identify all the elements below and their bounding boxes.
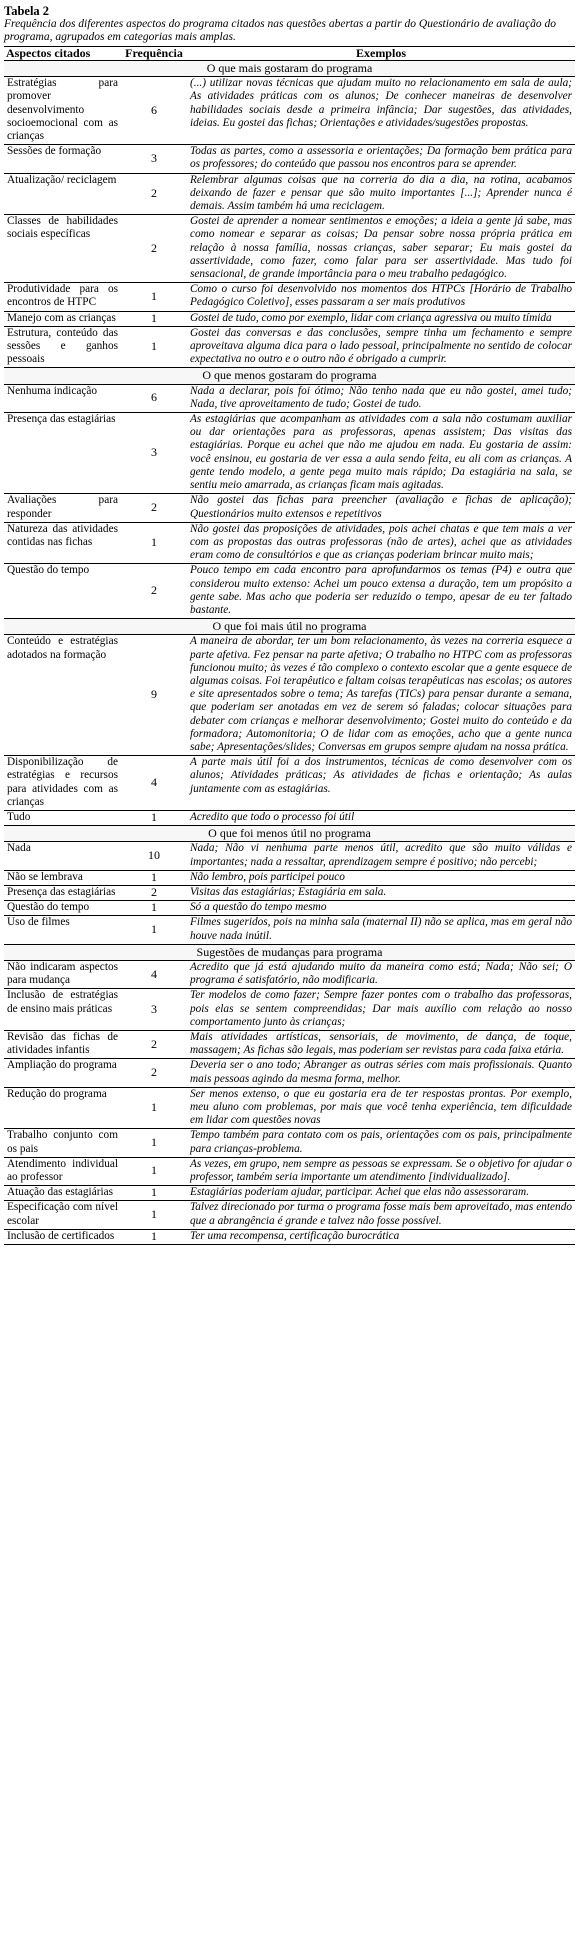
aspect-cell: Especificação com nível escolar [4, 1201, 121, 1229]
frequency-cell: 3 [121, 989, 187, 1031]
header-aspects: Aspectos citados [4, 47, 121, 61]
aspect-cell: Estratégias para promover desenvolvimento socioemocional com as crianças [4, 77, 121, 145]
frequency-cell: 10 [121, 842, 187, 870]
frequency-cell: 4 [121, 961, 187, 989]
table-row [4, 1201, 575, 1229]
header-frequency: Frequência [121, 47, 187, 61]
aspect-cell: Presença das estagiárias [4, 885, 121, 900]
frequency-cell: 1 [121, 870, 187, 885]
aspect-cell: Não se lembrava [4, 870, 121, 885]
aspect-cell: Questão do tempo [4, 564, 121, 619]
table-row [4, 916, 575, 944]
frequency-cell: 2 [121, 1031, 187, 1059]
aspect-cell: Uso de filmes [4, 916, 121, 944]
table-row [4, 1031, 575, 1059]
section-title: O que foi menos útil no programa [4, 826, 575, 842]
table-row [4, 989, 575, 1031]
aspect-cell: Inclusão de certificados [4, 1229, 121, 1244]
table-row [4, 1186, 575, 1201]
frequency-cell: 2 [121, 564, 187, 619]
table-row [4, 1157, 575, 1185]
frequency-cell: 1 [121, 1229, 187, 1244]
examples-cell: Não gostei das fichas para preencher (avaliação e fichas de aplicação); Questionários muito extensos e repetitivos [187, 494, 575, 522]
frequency-cell: 2 [121, 885, 187, 900]
frequency-cell: 2 [121, 1059, 187, 1087]
table-row [4, 1087, 575, 1129]
table-row [4, 215, 575, 283]
frequency-cell: 1 [121, 326, 187, 368]
examples-cell: Acredito que todo o processo foi útil [187, 810, 575, 825]
section-header-row [4, 944, 575, 960]
examples-cell: (...) utilizar novas técnicas que ajudam muito no relacionamento em sala de aula; As atividades práticas com os alunos; De conhecer maneiras de desenvolver habilidades sociais desde a primeira infância; Dar sugestões, das atividades, ideias. Eu gostei das fichas; Orientações e atividades/sugestões propostas. [187, 77, 575, 145]
examples-cell: Talvez direcionado por turma o programa fosse mais bem aproveitado, mas entendo que a abrangência é grande e talvez não fosse possível. [187, 1201, 575, 1229]
aspect-cell: Nada [4, 842, 121, 870]
aspect-cell: Atendimento individual ao professor [4, 1157, 121, 1185]
table-body [4, 61, 575, 1245]
table-row [4, 961, 575, 989]
aspect-cell: Trabalho conjunto com os pais [4, 1129, 121, 1157]
examples-cell: Não lembro, pois participei pouco [187, 870, 575, 885]
examples-cell: Deveria ser o ano todo; Abranger as outras séries com mais profissionais. Quanto mais pessoas agindo da mesma forma, melhor. [187, 1059, 575, 1087]
header-row [4, 47, 575, 61]
aspect-cell: Questão do tempo [4, 901, 121, 916]
frequency-cell: 6 [121, 77, 187, 145]
examples-cell: Acredito que já está ajudando muito da maneira como está; Nada; Não sei; O programa é satisfatório, não modificaria. [187, 961, 575, 989]
frequency-cell: 1 [121, 1087, 187, 1129]
table-row [4, 1059, 575, 1087]
examples-cell: Filmes sugeridos, pois na minha sala (maternal II) não se aplica, mas em geral não houve nada inútil. [187, 916, 575, 944]
aspect-cell: Disponibilização de estratégias e recursos para atividades com as crianças [4, 756, 121, 811]
table-row [4, 756, 575, 811]
aspect-cell: Presença das estagiárias [4, 413, 121, 494]
examples-cell: Só a questão do tempo mesmo [187, 901, 575, 916]
examples-cell: Como o curso foi desenvolvido nos momentos dos HTPCs [Horário de Trabalho Pedagógico Coletivo], esses passaram a ser mais produtivos [187, 283, 575, 311]
examples-cell: Não gostei das proposições de atividades, pois achei chatas e que tem mais a ver com as propostas das outras professoras (não de artes), achei que as atividades eram como de consultórios e que as crianças poderiam brincar muito mais; [187, 522, 575, 564]
examples-cell: A parte mais útil foi a dos instrumentos, técnicas de como desenvolver com os alunos; Atividades práticas; As atividades de fichas e orientação; As aulas juntamente com as estagiárias. [187, 756, 575, 811]
examples-cell: Ter uma recompensa, certificação burocrática [187, 1229, 575, 1244]
frequency-table [4, 46, 575, 1245]
table-row [4, 522, 575, 564]
frequency-cell: 2 [121, 494, 187, 522]
examples-cell: Pouco tempo em cada encontro para aprofundarmos os temas (P4) e outra que considerou muito extenso: Achei um pouco extensa a duração, tem um propósito a gente sabe. Mas acho que poderia ser reduzido o tempo, apesar de eu ter faltado bastante. [187, 564, 575, 619]
frequency-cell: 1 [121, 1201, 187, 1229]
section-title: O que foi mais útil no programa [4, 619, 575, 635]
table-row [4, 1229, 575, 1244]
examples-cell: Gostei de tudo, como por exemplo, lidar com criança agressiva ou muito tímida [187, 311, 575, 326]
section-header-row [4, 368, 575, 384]
aspect-cell: Produtividade para os encontros de HTPC [4, 283, 121, 311]
table-row [4, 283, 575, 311]
examples-cell: Nada; Não vi nenhuma parte menos útil, acredito que são muito válidas e importantes; nada a ressaltar, aprendizagem sempre é positivo; não percebi; [187, 842, 575, 870]
frequency-cell: 2 [121, 173, 187, 215]
frequency-cell: 1 [121, 916, 187, 944]
frequency-cell: 1 [121, 810, 187, 825]
examples-cell: Estagiárias poderiam ajudar, participar. Achei que elas não assessoraram. [187, 1186, 575, 1201]
section-header-row [4, 619, 575, 635]
aspect-cell: Nenhuma indicação [4, 384, 121, 412]
table-row [4, 810, 575, 825]
table-row [4, 870, 575, 885]
table-row [4, 326, 575, 368]
frequency-cell: 1 [121, 1129, 187, 1157]
examples-cell: Tempo também para contato com os pais, orientações com os pais, principalmente para crianças-problema. [187, 1129, 575, 1157]
examples-cell: As vezes, em grupo, nem sempre as pessoas se expressam. Se o objetivo for ajudar o professor, também seria importante um atendimento [individualizado]. [187, 1157, 575, 1185]
frequency-cell: 1 [121, 1186, 187, 1201]
examples-cell: Gostei de aprender a nomear sentimentos e emoções; a ideia a gente já sabe, mas como nomear e separar as coisas; Da pensar sobre nossa própria prática em relação à nossa família, nossas crianças, saber separar; Eu mais gostei da assertividade, como fazer, como falar para ser assertividade. Mas tudo foi sensacional, de grande importância para o meu trabalho pedagógico. [187, 215, 575, 283]
frequency-cell: 3 [121, 413, 187, 494]
frequency-cell: 1 [121, 901, 187, 916]
examples-cell: Mais atividades artísticas, sensoriais, de movimento, de dança, de toque, massagem; As fichas são legais, mas poderiam ser revistas para cada faixa etária. [187, 1031, 575, 1059]
aspect-cell: Manejo com as crianças [4, 311, 121, 326]
examples-cell: Nada a declarar, pois foi ótimo; Não tenho nada que eu não gostei, amei tudo; Nada, tive aproveitamento de tudo; Gostei de tudo. [187, 384, 575, 412]
aspect-cell: Atualização/ reciclagem [4, 173, 121, 215]
table-row [4, 842, 575, 870]
examples-cell: Gostei das conversas e das conclusões, sempre tinha um fechamento e sempre aproveitava alguma dica para o lado pessoal, principalmente no sentido de colocar expectativa no outro e o outro não é obrigado a cumprir. [187, 326, 575, 368]
table-row [4, 564, 575, 619]
table-row [4, 77, 575, 145]
aspect-cell: Revisão das fichas de atividades infantis [4, 1031, 121, 1059]
aspect-cell: Não indicaram aspectos para mudança [4, 961, 121, 989]
frequency-cell: 1 [121, 1157, 187, 1185]
frequency-cell: 4 [121, 756, 187, 811]
frequency-cell: 2 [121, 215, 187, 283]
table-row [4, 635, 575, 756]
frequency-cell: 1 [121, 311, 187, 326]
table-row [4, 1129, 575, 1157]
aspect-cell: Ampliação do programa [4, 1059, 121, 1087]
aspect-cell: Inclusão de estratégias de ensino mais práticas [4, 989, 121, 1031]
frequency-cell: 6 [121, 384, 187, 412]
section-title: O que mais gostaram do programa [4, 61, 575, 77]
section-title: O que menos gostaram do programa [4, 368, 575, 384]
section-title: Sugestões de mudanças para programa [4, 944, 575, 960]
examples-cell: Visitas das estagiárias; Estagiária em sala. [187, 885, 575, 900]
aspect-cell: Avaliações para responder [4, 494, 121, 522]
table-row [4, 901, 575, 916]
frequency-cell: 3 [121, 145, 187, 173]
table-row [4, 311, 575, 326]
examples-cell: Relembrar algumas coisas que na correria do dia a dia, na rotina, acabamos deixando de fazer e pensar que são muito importantes [...]; Aprender nunca é demais. Assim também há uma reciclagem. [187, 173, 575, 215]
examples-cell: Ser menos extenso, o que eu gostaria era de ter respostas prontas. Por exemplo, meu aluno com problemas, por mais que você tenha experiência, tem dificuldade em lidar com questões novas [187, 1087, 575, 1129]
table-row [4, 413, 575, 494]
table-row [4, 173, 575, 215]
examples-cell: As estagiárias que acompanham as atividades com a sala não costumam auxiliar ou dar orientações para as professoras, apenas assistem; Das visitas das estagiárias. Porque eu achei que não me ajudou em nada. Eu gostaria de assim: você ensinou, eu gostaria de ver essa a aula sendo feita, eu ali com as crianças. A gente tendo modelo, a gente pega muito mais rápido; Da estagiária na sala, se sentiu meio amarrada, as crianças ficam mais agitadas. [187, 413, 575, 494]
aspect-cell: Estrutura, conteúdo das sessões e ganhos pessoais [4, 326, 121, 368]
table-row [4, 494, 575, 522]
aspect-cell: Atuação das estagiárias [4, 1186, 121, 1201]
aspect-cell: Classes de habilidades sociais específicas [4, 215, 121, 283]
aspect-cell: Redução do programa [4, 1087, 121, 1129]
table-title: Tabela 2 [4, 4, 50, 18]
table-row [4, 145, 575, 173]
examples-cell: Todas as partes, como a assessoria e orientações; Da formação bem prática para os professores; do conteúdo que passou nos encontros para se aprender. [187, 145, 575, 173]
examples-cell: A maneira de abordar, ter um bom relacionamento, às vezes na correria esquece a parte afetiva. Fez pensar na parte afetiva; O trabalho no HTPC com as professoras funcionou muito; às vezes é tão complexo o contexto escolar que a gente esquece de algumas coisas. Foi terapêutico e faltam coisas terapêuticas nas escolas; os autores e site apresentados sobre o tema; As tarefas (TICs) para pensar durante a semana, que poderiam ser anotadas em vez de serem só faladas; colocar situações para debater com crianças e melhorar desenvolvimento; Gostei muito do conteúdo e da formadora; Automonitoria; O de lidar com as emoções, acho que a gente nunca sabe; Apresentações/slides; Conversas em grupos sempre ajudam na nossa prática. [187, 635, 575, 756]
examples-cell: Ter modelos de como fazer; Sempre fazer pontes com o trabalho das professoras, pois elas se sentem compreendidas; Dar mais auxílio com relação ao nosso comportamento junto às crianças; [187, 989, 575, 1031]
frequency-cell: 9 [121, 635, 187, 756]
table-caption: Frequência dos diferentes aspectos do programa citados nas questões abertas a partir do Questionário de avaliação do programa, agrupados em categorias mais amplas. [4, 18, 556, 43]
aspect-cell: Natureza das atividades contidas nas fichas [4, 522, 121, 564]
frequency-cell: 1 [121, 522, 187, 564]
header-examples: Exemplos [187, 47, 575, 61]
frequency-cell: 1 [121, 283, 187, 311]
aspect-cell: Sessões de formação [4, 145, 121, 173]
aspect-cell: Conteúdo e estratégias adotados na formação [4, 635, 121, 756]
section-header-row [4, 61, 575, 77]
aspect-cell: Tudo [4, 810, 121, 825]
section-header-row [4, 826, 575, 842]
table-row [4, 384, 575, 412]
table-row [4, 885, 575, 900]
